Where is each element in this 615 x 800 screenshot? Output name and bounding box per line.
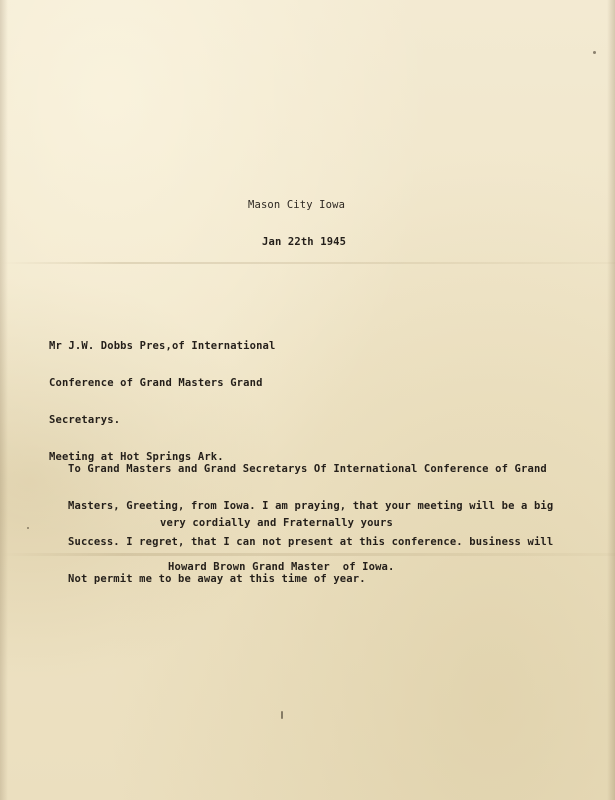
addressee-line: Conference of Grand Masters Grand (49, 377, 263, 389)
body-line: Not permit me to be away at this time of year. (68, 572, 366, 585)
paper-speck (593, 51, 596, 54)
body-line: Masters, Greeting, from Iowa. I am praying, that your meeting will be a big (68, 499, 554, 512)
paper-right-edge (607, 0, 615, 800)
letter-date: Jan 22th 1945 (262, 236, 347, 248)
paper-left-edge (0, 0, 8, 800)
addressee-line: Meeting at Hot Springs Ark. (49, 451, 224, 463)
body-line: Success. I regret, that I can not present at this conference. business will (68, 536, 554, 548)
body-line: To Grand Masters and Grand Secretarys Of International Conference of Grand (68, 463, 547, 475)
letter-closing: very cordially and Fraternally yours (160, 517, 393, 529)
paper-speck (281, 711, 283, 719)
addressee-line: Mr J.W. Dobbs Pres,of International (49, 340, 276, 352)
letter-signature: Howard Brown Grand Master of Iowa. (168, 561, 395, 573)
addressee-line: Secretarys. (49, 414, 121, 426)
letter-place: Mason City Iowa (248, 199, 346, 211)
paper-speck (27, 527, 29, 529)
paper-fold-upper (0, 262, 615, 264)
